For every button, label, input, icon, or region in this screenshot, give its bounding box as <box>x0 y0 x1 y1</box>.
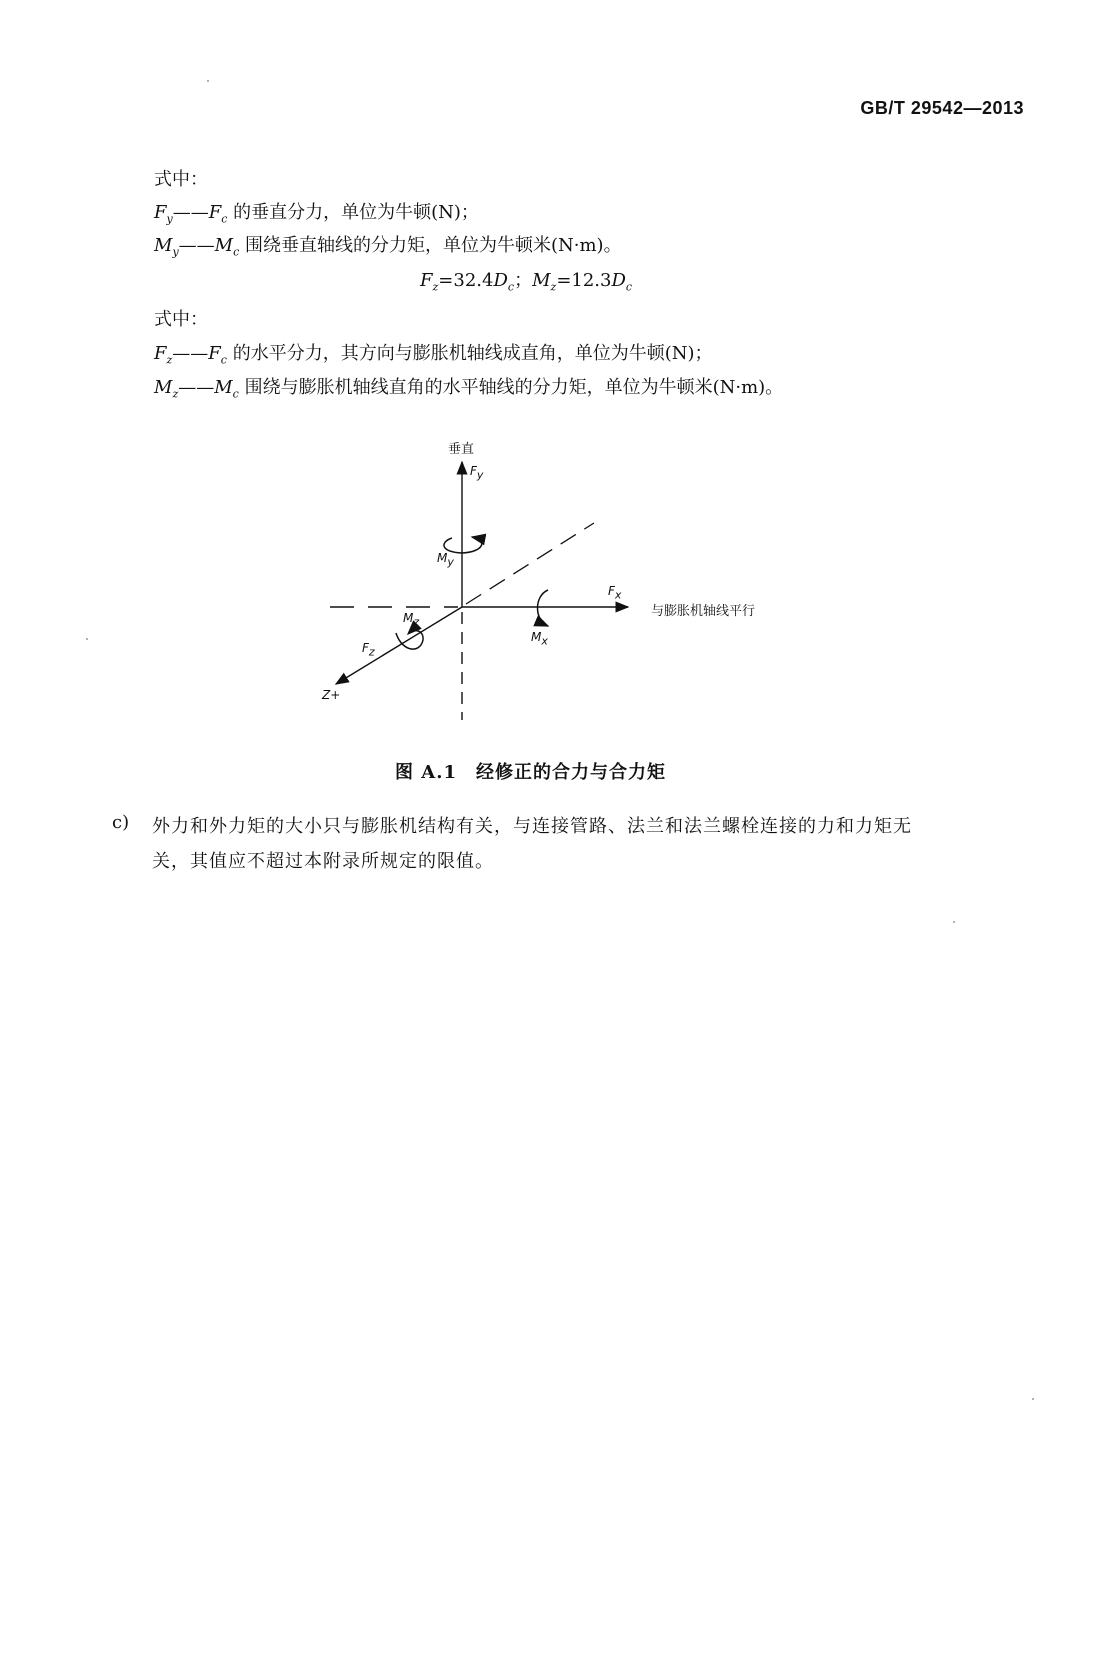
where-label-1: 式中： <box>154 169 208 190</box>
where-label-2: 式中： <box>154 309 208 330</box>
mz-ref-symbol: M <box>214 377 233 398</box>
mz-text: 围绕与膨胀机轴线直角的水平轴线的分力矩，单位为牛顿米(N·m)。 <box>244 377 784 398</box>
mx-moment-arc <box>538 590 549 626</box>
fx-label-symbol: F <box>608 584 615 598</box>
fz-ref-symbol: F <box>208 343 221 364</box>
fy-ref-subscript: c <box>221 212 228 226</box>
item-c-marker: c) <box>112 812 130 833</box>
mz-label <box>403 611 419 628</box>
figure-caption: 图 A.1 经修正的合力与合力矩 <box>395 762 667 783</box>
formula-d-subscript: c <box>507 280 515 294</box>
mz-subscript: z <box>172 387 179 401</box>
formula-d-symbol: D <box>493 270 508 291</box>
my-dash: —— <box>178 235 215 256</box>
scan-speck <box>1032 1398 1034 1400</box>
formula-m-value: =12.3 <box>556 270 612 291</box>
my-label <box>437 551 454 568</box>
mz-dash: —— <box>178 377 215 398</box>
axis-parallel-label: 与膨胀机轴线平行 <box>651 604 756 619</box>
mz-ref-subscript: c <box>232 387 239 401</box>
fx-label <box>608 584 621 601</box>
fy-text: 的垂直分力，单位为牛顿(N)； <box>233 202 479 223</box>
fz-dash: —— <box>172 343 209 364</box>
force-moment-diagram <box>0 0 1096 760</box>
fy-symbol: F <box>154 202 167 223</box>
fy-label <box>470 464 483 481</box>
fy-dash: —— <box>172 202 209 223</box>
formula-m-symbol: M <box>532 270 551 291</box>
fy-label-subscript: y <box>476 468 484 482</box>
mx-label <box>531 630 548 647</box>
formula-separator: ； <box>514 270 533 291</box>
z-plus-label: Z+ <box>322 688 341 702</box>
formula-d2-symbol: D <box>611 270 626 291</box>
fz-ref-subscript: c <box>220 353 227 367</box>
scan-speck <box>86 638 88 640</box>
diagonal-axis-dashed <box>466 523 594 604</box>
standard-number: GB/T 29542—2013 <box>860 98 1024 118</box>
item-c-line-1: 外力和外力矩的大小只与膨胀机结构有关，与连接管路、法兰和法兰螺栓连接的力和力矩无 <box>152 816 912 837</box>
my-label-symbol: M <box>437 551 448 565</box>
mx-label-symbol: M <box>531 630 542 644</box>
my-subscript: y <box>172 245 179 259</box>
my-ref-subscript: c <box>233 245 240 259</box>
my-text: 围绕垂直轴线的分力矩，单位为牛顿米(N·m)。 <box>245 235 622 256</box>
mx-label-subscript: x <box>541 634 548 648</box>
mz-label-subscript: z <box>413 615 420 629</box>
formula-f-value: =32.4 <box>438 270 494 291</box>
fz-label <box>362 641 375 658</box>
fy-subscript: y <box>166 212 173 226</box>
mz-label-symbol: M <box>403 611 414 625</box>
fz-symbol: F <box>154 343 167 364</box>
fz-label-symbol: F <box>362 641 369 655</box>
formula-f-symbol: F <box>420 270 433 291</box>
formula-d2-subscript: c <box>625 280 633 294</box>
fz-subscript: z <box>166 353 173 367</box>
scan-speck <box>207 80 209 82</box>
my-label-subscript: y <box>447 555 454 569</box>
fz-label-subscript: z <box>368 645 375 659</box>
fx-label-subscript: x <box>614 588 622 602</box>
my-ref-symbol: M <box>214 235 234 256</box>
scan-speck <box>953 921 955 923</box>
item-c-line-2: 关，其值应不超过本附录所规定的限值。 <box>152 851 494 872</box>
fy-label-symbol: F <box>470 464 477 478</box>
formula-f-subscript: z <box>432 280 439 294</box>
my-symbol: M <box>154 235 173 256</box>
formula-m-subscript: z <box>550 280 557 294</box>
fz-text: 的水平分力，其方向与膨胀机轴线成直角，单位为牛顿(N)； <box>232 343 713 364</box>
vertical-label: 垂直 <box>448 442 475 457</box>
fy-ref-symbol: F <box>208 202 222 223</box>
z-axis <box>336 607 462 684</box>
mz-symbol: M <box>154 377 173 398</box>
